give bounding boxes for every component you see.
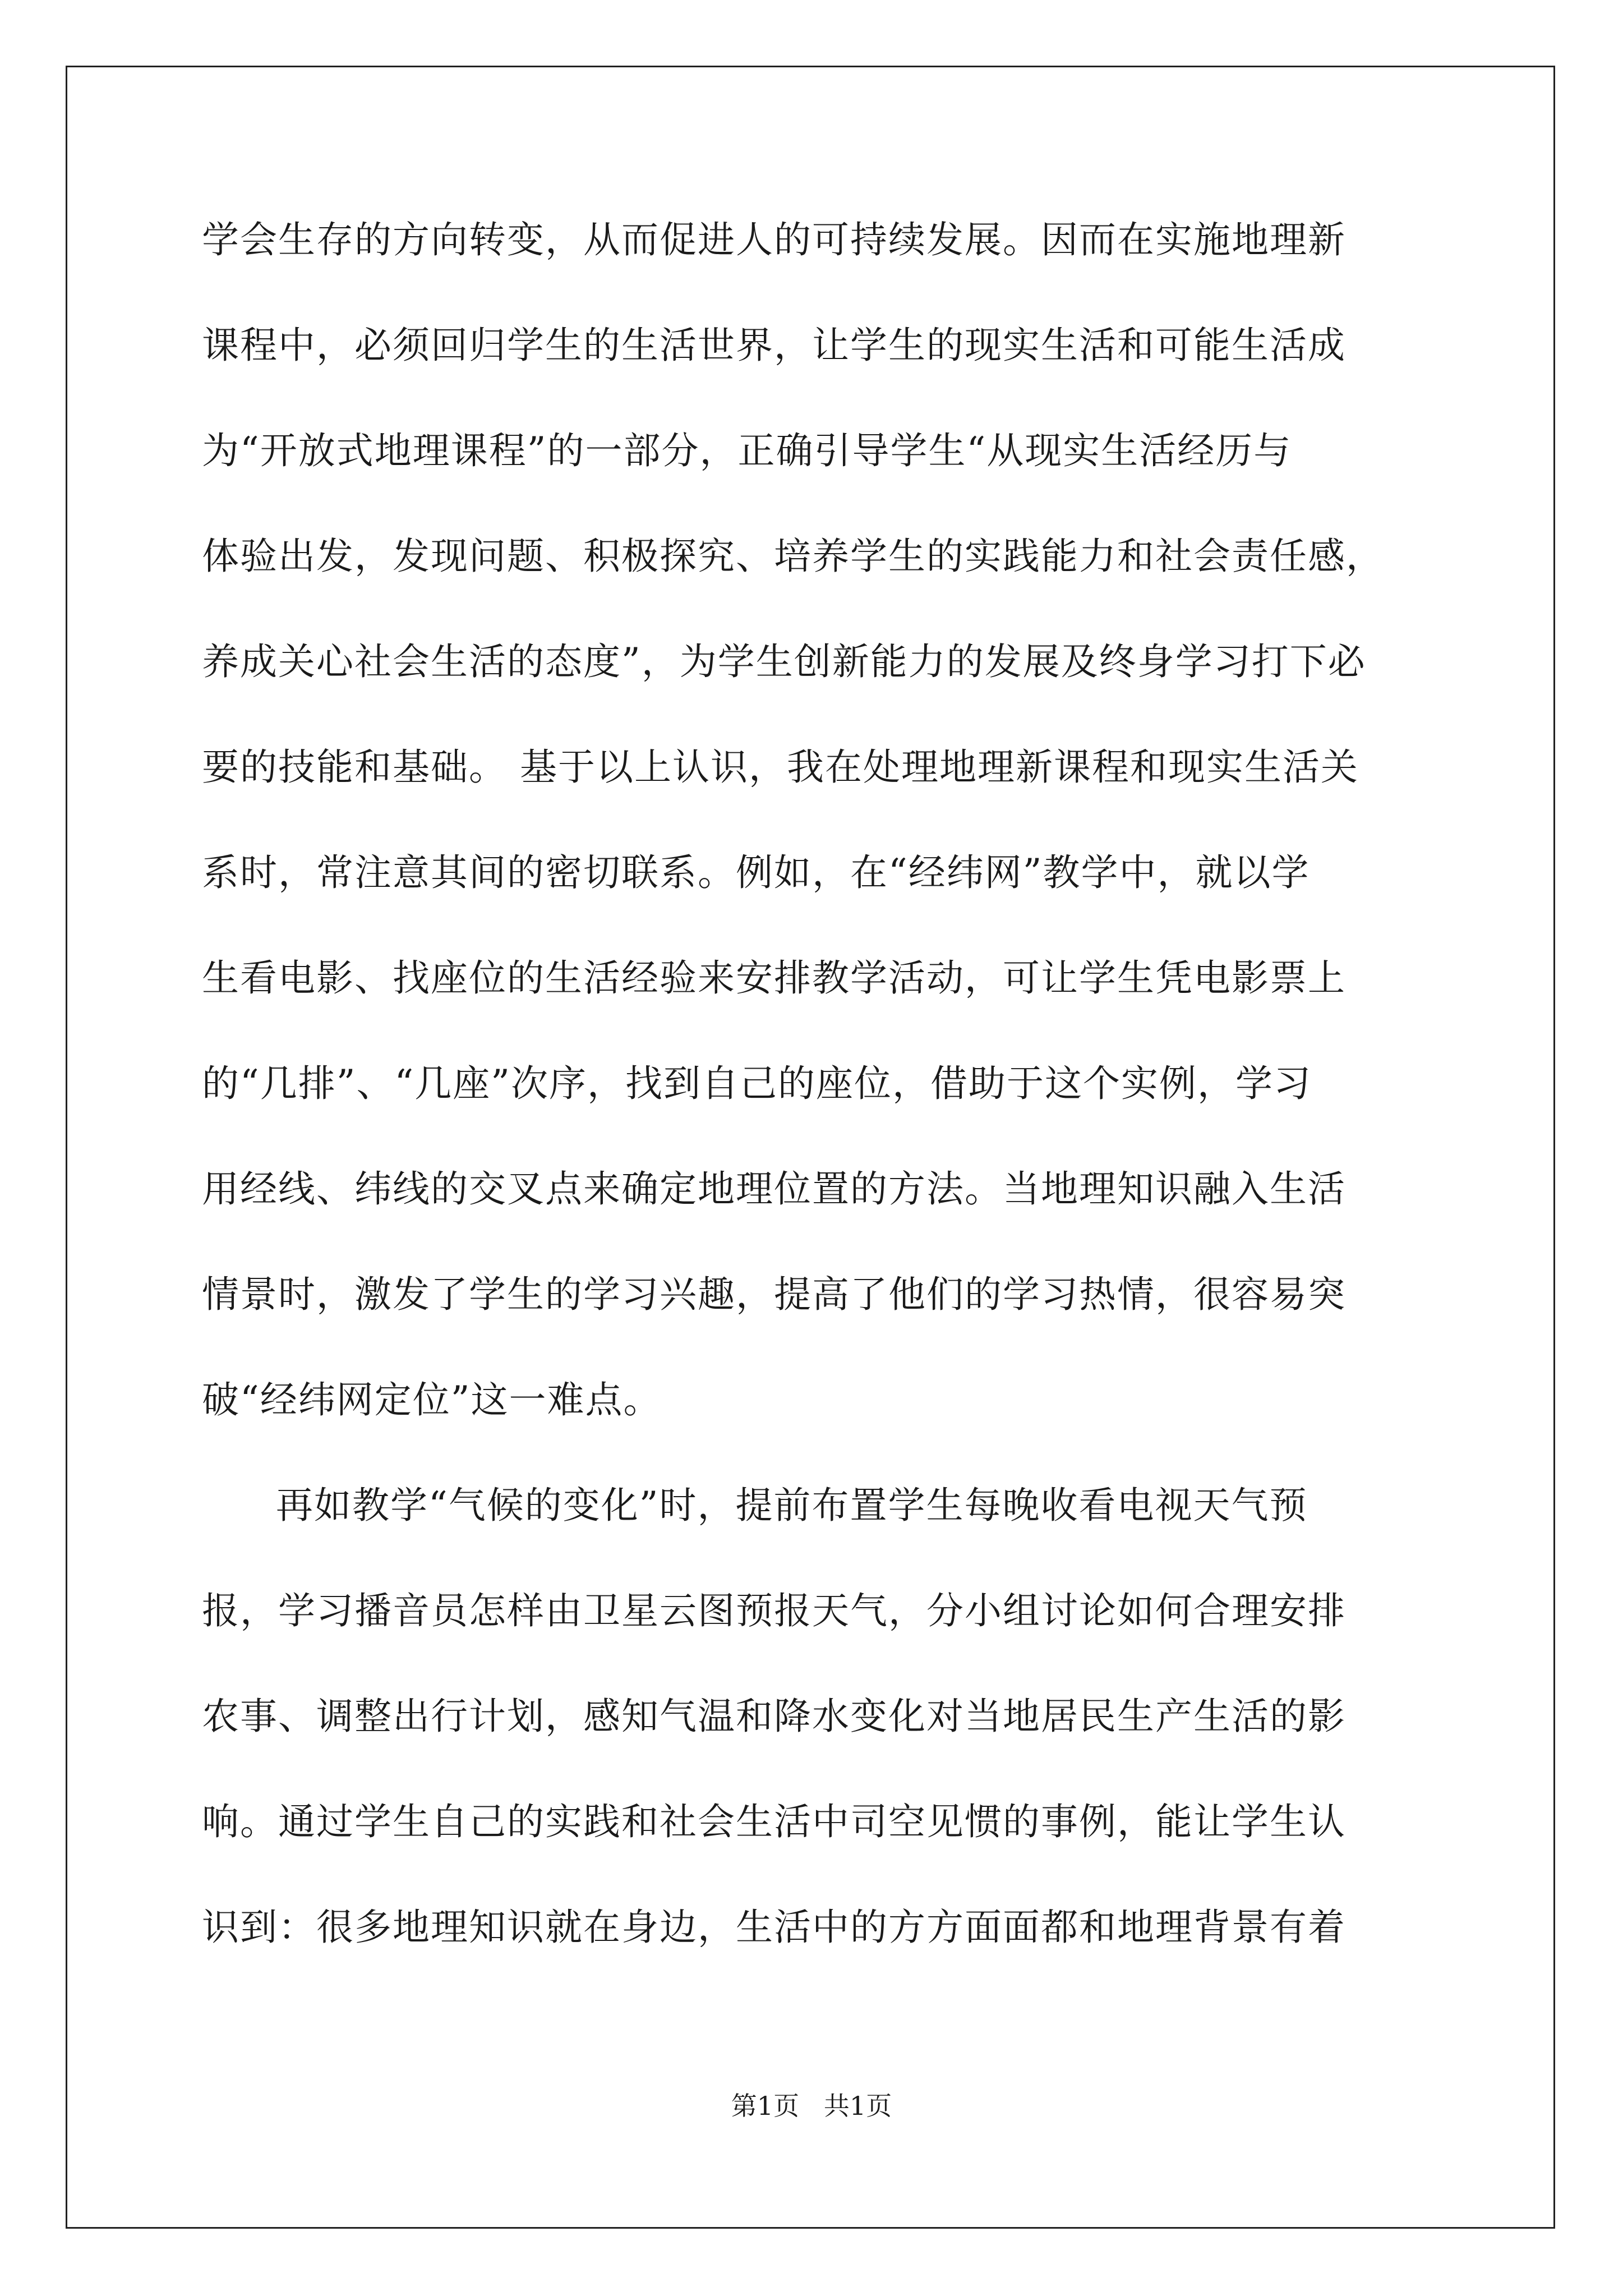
text-line: 识到：很多地理知识就在身边，生活中的方方面面都和地理背景有着 (202, 1906, 1346, 1949)
text-line: 农事、调整出行计划，感知气温和降水变化对当地居民生产生活的影 (202, 1695, 1346, 1738)
text-line: 系时，常注意其间的密切联系。例如，在“经纬网”教学中，就以学 (202, 851, 1310, 894)
paragraph-start-line: 再如教学“气候的变化”时，提前布置学生每晚收看电视天气预 (276, 1484, 1308, 1527)
text-line: 学会生存的方向转变，从而促进人的可持续发展。因而在实施地理新 (202, 218, 1346, 261)
text-line: 报，学习播音员怎样由卫星云图预报天气，分小组讨论如何合理安排 (202, 1589, 1346, 1632)
text-line: 的“几排”、“几座”次序，找到自己的座位，借助于这个实例，学习 (202, 1062, 1312, 1105)
text-line: 要的技能和基础。 基于以上认识，我在处理地理新课程和现实生活关 (202, 746, 1359, 789)
text-line: 生看电影、找座位的生活经验来安排教学活动，可让学生凭电影票上 (202, 956, 1346, 1000)
text-line: 课程中，必须回归学生的生活世界，让学生的现实生活和可能生活成 (202, 324, 1346, 367)
text-line: 体验出发，发现问题、积极探究、培养学生的实践能力和社会责任感， (202, 535, 1384, 578)
text-line: 用经线、纬线的交叉点来确定地理位置的方法。当地理知识融入生活 (202, 1167, 1346, 1211)
text-line: 养成关心社会生活的态度”，为学生创新能力的发展及终身学习打下必 (202, 640, 1366, 683)
page-number: 第1页 共1页 (731, 2091, 892, 2121)
text-line: 响。通过学生自己的实践和社会生活中司空见惯的事例，能让学生认 (202, 1800, 1346, 1843)
document-body (202, 219, 1436, 2012)
text-line: 破“经纬网定位”这一难点。 (202, 1378, 662, 1421)
text-line: 为“开放式地理课程”的一部分，正确引导学生“从现实生活经历与 (202, 429, 1292, 472)
text-line: 情景时，激发了学生的学习兴趣，提高了他们的学习热情，很容易突 (202, 1273, 1346, 1316)
